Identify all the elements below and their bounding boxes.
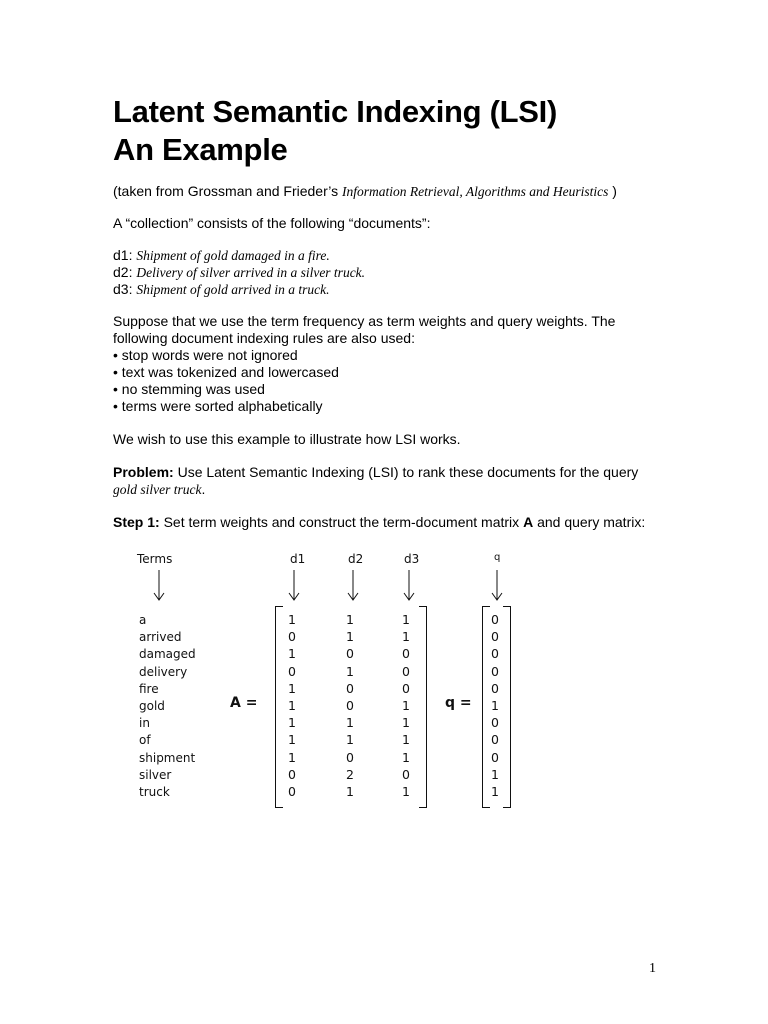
query-cell: 1 — [491, 698, 499, 713]
matrix-a-cell: 1 — [346, 784, 354, 799]
matrix-a-cell: 1 — [346, 715, 354, 731]
matrix-a-cell: 0 — [288, 784, 296, 799]
matrix-a-cell: 0 — [402, 646, 410, 662]
document-id: d1: — [113, 247, 133, 263]
matrix-a-cell: 2 — [346, 766, 354, 782]
matrix-a-cell: 1 — [346, 663, 354, 679]
term-label: in — [139, 716, 150, 731]
source-book: Information Retrieval, Algorithms and Heuristics — [342, 184, 609, 199]
matrix-a-cell: 1 — [402, 784, 410, 799]
term-label: gold — [139, 699, 165, 713]
rule-item: • text was tokenized and lowercased — [113, 364, 339, 380]
matrix-a-cell: 0 — [346, 646, 354, 662]
down-arrow-icon — [347, 568, 359, 602]
matrix-a-cell: 1 — [402, 715, 410, 731]
term-label: fire — [139, 681, 159, 696]
matrix-a-cell: 1 — [346, 732, 354, 748]
document-d1 — [113, 247, 673, 264]
step-1-line — [113, 514, 673, 531]
query-cell: 0 — [491, 629, 499, 645]
query-cell: 1 — [491, 784, 499, 799]
down-arrow-icon — [403, 568, 415, 602]
matrix-a-cell: 1 — [288, 646, 296, 662]
term-label: delivery — [139, 664, 188, 679]
matrix-a-cell: 0 — [402, 663, 410, 679]
query-right-bracket — [503, 606, 511, 808]
term-label: of — [139, 733, 151, 748]
query-cell: 0 — [491, 646, 499, 662]
matrix-a-cell: 0 — [288, 629, 296, 645]
query-text: gold silver truck — [113, 482, 202, 497]
matrix-a-cell: 1 — [346, 629, 354, 645]
problem-paragraph — [113, 464, 673, 498]
rule-item: • no stemming was used — [113, 381, 265, 397]
collection-intro: A “collection” consists of the following “documents”: — [113, 215, 431, 231]
term-label: truck — [139, 785, 170, 799]
term-label: shipment — [139, 750, 196, 765]
step-1-text-after: and query matrix: — [537, 514, 646, 530]
matrix-a-cell: 1 — [402, 732, 410, 748]
query-cell: 0 — [491, 732, 499, 748]
document-text: Shipment of gold damaged in a fire. — [136, 248, 330, 263]
matrix-a-cell: 0 — [346, 698, 354, 713]
matrix-a-cell: 0 — [346, 680, 354, 696]
query-cell: 0 — [491, 680, 499, 696]
suppose-line-2: following document indexing rules are also used: — [113, 330, 415, 346]
down-arrow-icon — [491, 568, 503, 602]
matrix-a-cell: 1 — [288, 749, 296, 765]
term-label: arrived — [139, 630, 182, 645]
terms-header: Terms — [137, 552, 173, 566]
step-1-label: Step 1: — [113, 514, 160, 530]
page-number: 1 — [649, 961, 656, 976]
document-id: d2: — [113, 264, 133, 280]
query-matrix-label: q = — [445, 695, 472, 711]
rule-item: • stop words were not ignored — [113, 347, 298, 363]
matrix-a-left-bracket — [275, 606, 283, 808]
query-cell: 1 — [491, 766, 499, 782]
query-cell: 0 — [491, 749, 499, 765]
source-suffix: ) — [612, 183, 617, 199]
matrix-a-label: A = — [230, 695, 258, 711]
page-title — [113, 93, 557, 169]
document-id: d3: — [113, 281, 133, 297]
matrix-a-cell: 1 — [402, 629, 410, 645]
matrix-a-cell: 1 — [346, 612, 354, 627]
problem-label: Problem: — [113, 464, 174, 480]
matrix-a-cell: 1 — [402, 698, 410, 713]
matrix-a-right-bracket — [419, 606, 427, 808]
query-cell: 0 — [491, 663, 499, 679]
document-d2 — [113, 264, 673, 281]
query-cell: 0 — [491, 715, 499, 731]
wish-line: We wish to use this example to illustrate how LSI works. — [113, 431, 461, 447]
term-document-matrix-figure — [113, 548, 533, 808]
source-line — [113, 183, 673, 200]
document-d3 — [113, 281, 673, 298]
matrix-a-cell: 1 — [288, 715, 296, 731]
matrix-a-cell: 1 — [402, 612, 410, 627]
document-text: Delivery of silver arrived in a silver truck. — [136, 265, 366, 280]
document-text: Shipment of gold arrived in a truck. — [136, 282, 330, 297]
step-1-text: Set term weights and construct the term-document matrix — [163, 514, 520, 530]
matrix-name: A — [523, 514, 534, 530]
query-end: . — [201, 481, 206, 497]
doc-header-d2: d2 — [348, 552, 364, 566]
source-prefix: (taken from Grossman and Frieder’s — [113, 183, 339, 199]
query-cell: 0 — [491, 612, 499, 627]
document-list — [113, 247, 673, 298]
matrix-a-cell: 0 — [346, 749, 354, 765]
indexing-rules-paragraph — [113, 313, 673, 415]
title-line-1: Latent Semantic Indexing (LSI) — [113, 94, 557, 129]
matrix-a-cell: 0 — [402, 766, 410, 782]
problem-text: Use Latent Semantic Indexing (LSI) to rank these documents for the query — [177, 464, 639, 480]
matrix-a-cell: 1 — [402, 749, 410, 765]
term-label: damaged — [139, 647, 196, 662]
rule-item: • terms were sorted alphabetically — [113, 398, 323, 414]
term-label: a — [139, 613, 147, 627]
matrix-a-cell: 1 — [288, 732, 296, 748]
doc-header-d3: d3 — [404, 552, 420, 566]
matrix-a-cell: 1 — [288, 612, 296, 627]
matrix-a-cell: 0 — [288, 663, 296, 679]
down-arrow-icon — [153, 568, 165, 602]
matrix-a-cell: 0 — [402, 680, 410, 696]
matrix-a-cell: 1 — [288, 680, 296, 696]
doc-header-d1: d1 — [290, 552, 306, 566]
down-arrow-icon — [288, 568, 300, 602]
matrix-a-cell: 1 — [288, 698, 296, 713]
term-label: silver — [139, 767, 172, 782]
matrix-a-cell: 0 — [288, 766, 296, 782]
query-header: q — [494, 552, 501, 563]
suppose-line-1: Suppose that we use the term frequency as term weights and query weights. The — [113, 313, 616, 329]
title-line-2: An Example — [113, 132, 288, 167]
